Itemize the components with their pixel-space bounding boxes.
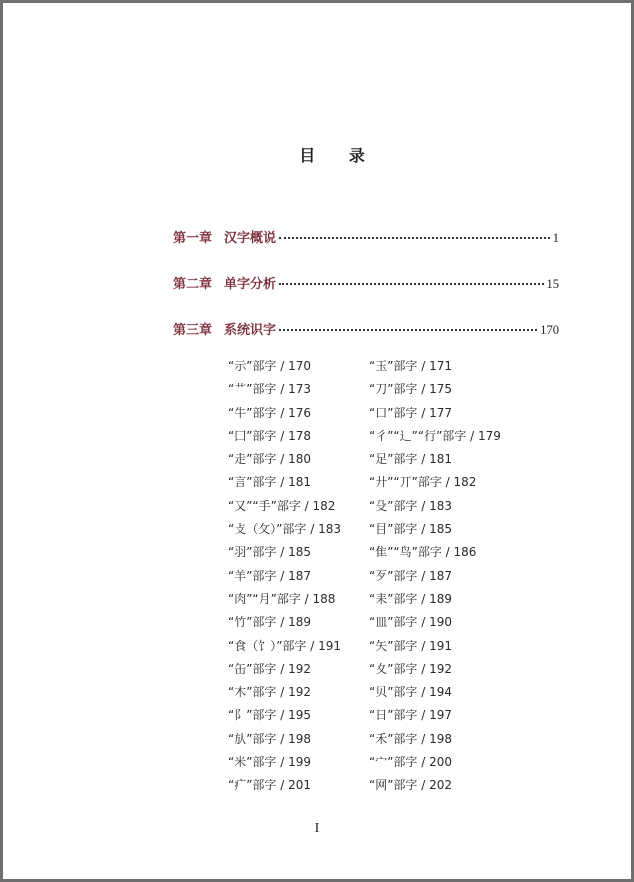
chapter-number: 第一章 [173, 231, 213, 246]
toc-subentry[interactable]: “㫃”部字 / 198 [228, 731, 312, 746]
page [3, 3, 631, 879]
toc-subentry[interactable]: “目”部字 / 185 [369, 522, 453, 537]
toc-subentry[interactable]: “隹”“鸟”部字 / 186 [369, 545, 477, 560]
toc-subentry[interactable]: “示”部字 / 170 [228, 359, 312, 373]
toc-subentry[interactable]: “耒”部字 / 189 [369, 591, 453, 606]
toc-subentry[interactable]: “肉”“月”部字 / 188 [228, 591, 336, 606]
toc-subentry[interactable]: “言”部字 / 181 [228, 475, 312, 490]
toc-subentry[interactable]: “歹”部字 / 187 [369, 568, 453, 583]
toc-subentry[interactable]: “羽”部字 / 185 [228, 545, 312, 560]
toc-subentry[interactable]: “木”部字 / 192 [228, 685, 312, 700]
toc-subentry[interactable]: “阝”部字 / 195 [228, 708, 312, 723]
chapter-page-number: 1 [552, 231, 559, 245]
chapter-number: 第三章 [173, 323, 213, 338]
toc-entry-chapter-2[interactable] [173, 273, 559, 292]
toc-entry-chapter-3[interactable] [173, 319, 559, 338]
toc-subentry[interactable]: “米”部字 / 199 [228, 755, 312, 770]
toc-subentry[interactable]: “彳”“辶”“行”部字 / 179 [369, 428, 501, 443]
chapter-number: 第二章 [173, 277, 213, 292]
chapter-title: 系统识字 [224, 323, 277, 338]
chapter-title: 汉字概说 [224, 231, 277, 246]
toc-subentry[interactable]: “宀”部字 / 200 [369, 755, 453, 770]
toc-subentry[interactable]: “囗”部字 / 178 [228, 428, 312, 443]
toc-entry-chapter-1[interactable] [173, 227, 559, 246]
dot-leader [279, 283, 543, 285]
toc-subentry[interactable]: “日”部字 / 197 [369, 708, 453, 723]
dot-leader [279, 237, 550, 239]
toc-subentry[interactable]: “又”“手”部字 / 182 [228, 498, 336, 513]
toc-subentry[interactable]: “刀”部字 / 175 [369, 382, 453, 397]
chapter-page-number: 15 [546, 277, 559, 291]
toc-subentry[interactable]: “贝”部字 / 194 [369, 685, 453, 700]
toc-subentry[interactable]: “牛”部字 / 176 [228, 405, 312, 420]
toc-subentry[interactable]: “缶”部字 / 192 [228, 661, 312, 676]
toc-subentry[interactable]: “食（饣）”部字 / 191 [228, 638, 342, 653]
toc-subentry[interactable]: “玉”部字 / 171 [369, 359, 453, 373]
toc-subentry[interactable]: “口”部字 / 177 [369, 405, 453, 420]
toc-subentry[interactable]: “竹”部字 / 189 [228, 615, 312, 630]
toc-subentry[interactable]: “攴（攵）”部字 / 183 [228, 522, 342, 537]
toc-subentry[interactable]: “殳”部字 / 183 [369, 498, 453, 513]
toc-subentry[interactable]: “廾”“丌”部字 / 182 [369, 475, 477, 490]
toc-subentry[interactable]: “夊”部字 / 192 [369, 661, 453, 676]
radical-section-list [228, 355, 549, 798]
toc-subentry[interactable]: “矢”部字 / 191 [369, 638, 453, 653]
toc-subentry[interactable]: “足”部字 / 181 [369, 452, 453, 467]
chapter-title: 单字分析 [224, 277, 277, 292]
chapter-page-number: 170 [540, 323, 559, 337]
toc-subentry[interactable]: “走”部字 / 180 [228, 452, 312, 467]
dot-leader [279, 329, 537, 331]
toc-subentry[interactable]: “疒”部字 / 201 [228, 778, 312, 793]
toc-subentry[interactable]: “皿”部字 / 190 [369, 615, 453, 630]
page-title: 目 录 [299, 146, 379, 165]
toc-subentry[interactable]: “羊”部字 / 187 [228, 568, 312, 583]
toc-subentry[interactable]: “艹”部字 / 173 [228, 382, 312, 397]
page-number: I [314, 821, 320, 836]
toc-subentry[interactable]: “网”部字 / 202 [369, 778, 453, 793]
toc-subentry[interactable]: “禾”部字 / 198 [369, 731, 453, 746]
